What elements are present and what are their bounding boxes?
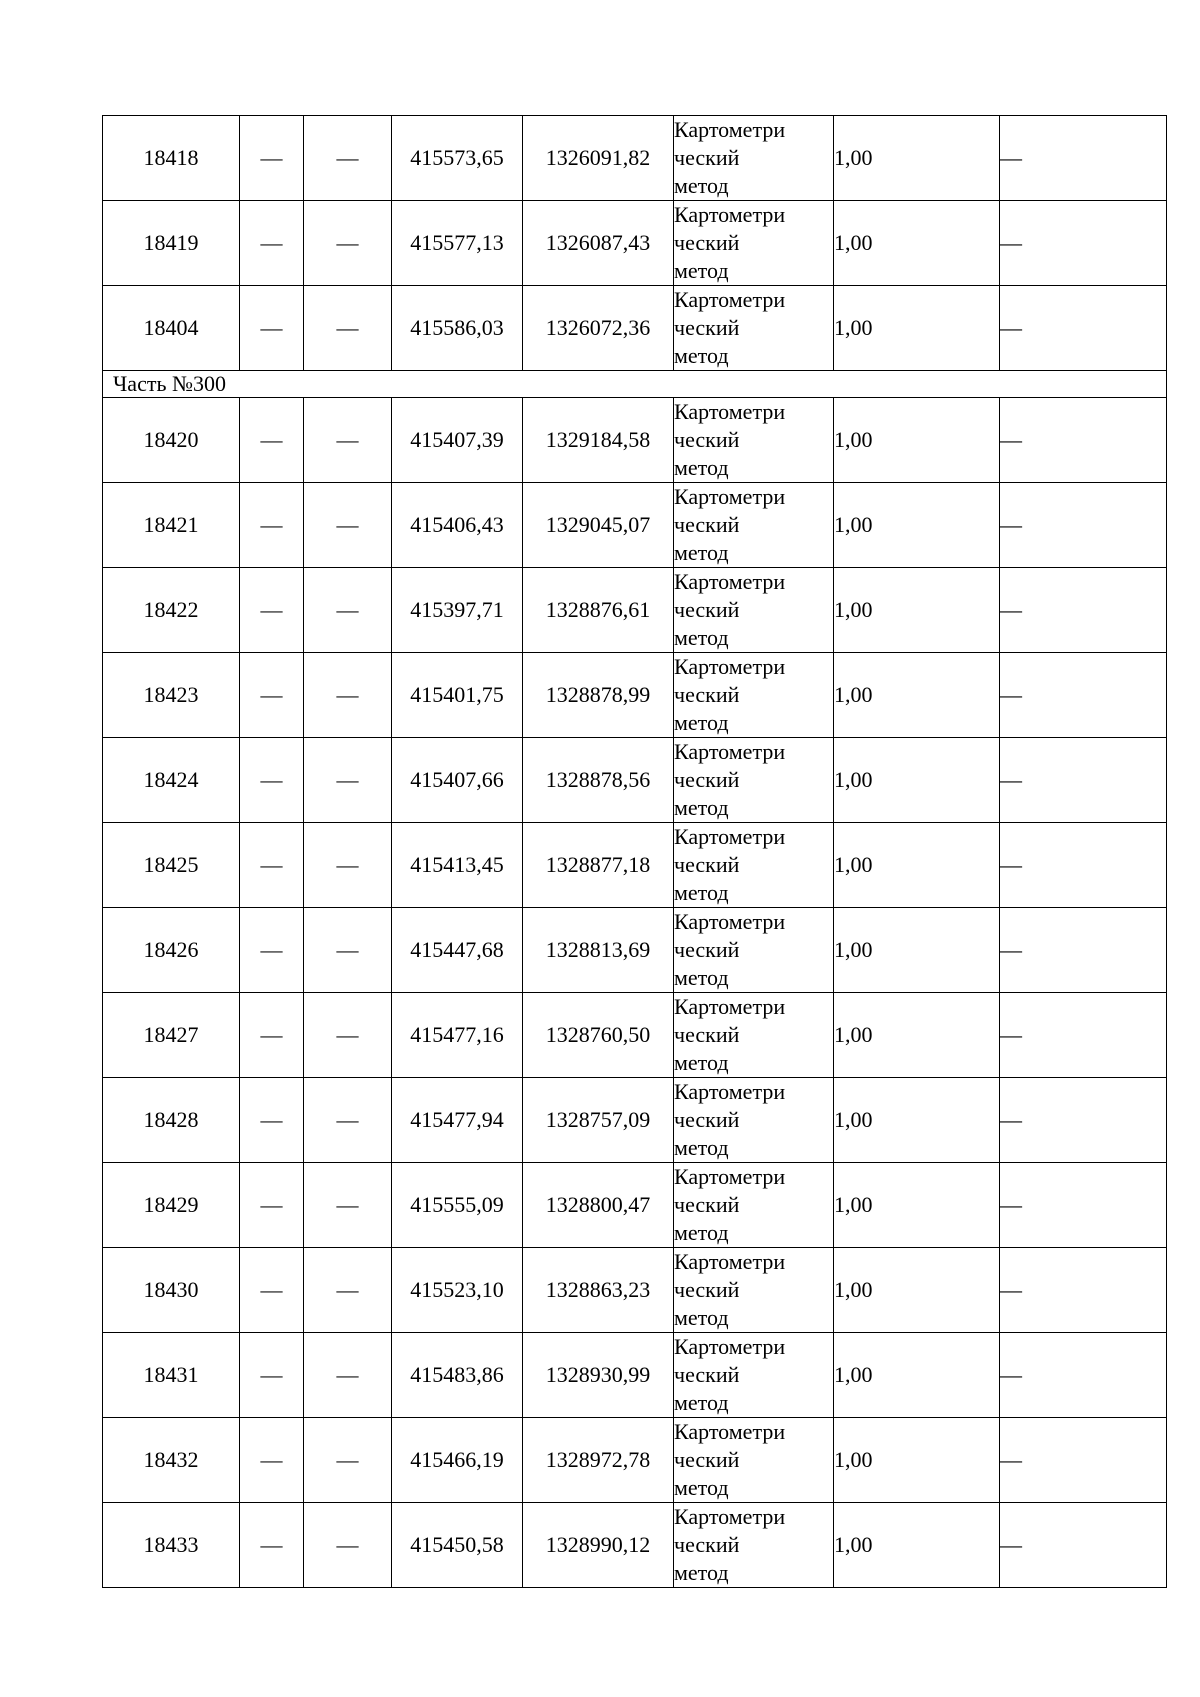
table-row <box>103 993 1167 1078</box>
method-cell <box>674 1078 834 1163</box>
table-row <box>103 823 1167 908</box>
dash-cell: — <box>1000 823 1167 908</box>
method-text-line: Картометри <box>674 1079 786 1104</box>
method-text-line: метод <box>674 1560 729 1585</box>
point-number-cell: 18425 <box>103 823 240 908</box>
method-text-line: Картометри <box>674 1419 786 1444</box>
method-text-line: ческий <box>674 315 740 340</box>
table-row <box>103 908 1167 993</box>
dash-cell: — <box>304 1333 392 1418</box>
y-coordinate-cell: 1326087,43 <box>523 201 674 286</box>
accuracy-cell: 1,00 <box>834 908 1000 993</box>
dash-cell: — <box>240 1333 304 1418</box>
method-cell <box>674 201 834 286</box>
method-text-line: ческий <box>674 1532 740 1557</box>
method-text-line: метод <box>674 173 729 198</box>
method-text-line: Картометри <box>674 994 786 1019</box>
coordinates-table-body <box>103 116 1167 1588</box>
method-text-line: Картометри <box>674 824 786 849</box>
method-text-line: метод <box>674 710 729 735</box>
method-text-line: Картометри <box>674 739 786 764</box>
point-number-cell: 18404 <box>103 286 240 371</box>
method-cell <box>674 116 834 201</box>
dash-cell: — <box>304 1248 392 1333</box>
dash-cell: — <box>240 1163 304 1248</box>
dash-cell: — <box>240 568 304 653</box>
accuracy-cell: 1,00 <box>834 1163 1000 1248</box>
accuracy-cell: 1,00 <box>834 1248 1000 1333</box>
x-coordinate-cell: 415413,45 <box>392 823 523 908</box>
dash-cell: — <box>240 653 304 738</box>
dash-cell: — <box>304 1163 392 1248</box>
method-text-line: метод <box>674 540 729 565</box>
point-number-cell: 18430 <box>103 1248 240 1333</box>
y-coordinate-cell: 1329045,07 <box>523 483 674 568</box>
dash-cell: — <box>1000 483 1167 568</box>
accuracy-cell: 1,00 <box>834 653 1000 738</box>
method-cell <box>674 1163 834 1248</box>
dash-cell: — <box>304 1078 392 1163</box>
method-text-line: Картометри <box>674 909 786 934</box>
dash-cell: — <box>304 908 392 993</box>
method-cell <box>674 1503 834 1588</box>
table-row <box>103 1418 1167 1503</box>
accuracy-cell: 1,00 <box>834 1078 1000 1163</box>
x-coordinate-cell: 415573,65 <box>392 116 523 201</box>
method-text-line: ческий <box>674 597 740 622</box>
dash-cell: — <box>304 1503 392 1588</box>
accuracy-cell: 1,00 <box>834 738 1000 823</box>
method-text-line: Картометри <box>674 654 786 679</box>
document-page <box>102 115 1166 1588</box>
method-text-line: метод <box>674 1135 729 1160</box>
method-text-line: Картометри <box>674 1249 786 1274</box>
method-cell <box>674 993 834 1078</box>
x-coordinate-cell: 415477,16 <box>392 993 523 1078</box>
method-text-line: Картометри <box>674 1334 786 1359</box>
method-text-line: ческий <box>674 1022 740 1047</box>
method-text-line: Картометри <box>674 484 786 509</box>
x-coordinate-cell: 415450,58 <box>392 1503 523 1588</box>
method-text-line: метод <box>674 1050 729 1075</box>
dash-cell: — <box>240 1078 304 1163</box>
table-row <box>103 653 1167 738</box>
point-number-cell: 18431 <box>103 1333 240 1418</box>
method-cell <box>674 823 834 908</box>
dash-cell: — <box>304 398 392 483</box>
point-number-cell: 18428 <box>103 1078 240 1163</box>
dash-cell: — <box>240 1248 304 1333</box>
point-number-cell: 18426 <box>103 908 240 993</box>
method-text-line: ческий <box>674 1192 740 1217</box>
dash-cell: — <box>1000 568 1167 653</box>
point-number-cell: 18423 <box>103 653 240 738</box>
point-number-cell: 18432 <box>103 1418 240 1503</box>
dash-cell: — <box>240 116 304 201</box>
dash-cell: — <box>240 738 304 823</box>
dash-cell: — <box>304 993 392 1078</box>
point-number-cell: 18427 <box>103 993 240 1078</box>
point-number-cell: 18429 <box>103 1163 240 1248</box>
dash-cell: — <box>1000 286 1167 371</box>
y-coordinate-cell: 1326091,82 <box>523 116 674 201</box>
method-cell <box>674 1418 834 1503</box>
x-coordinate-cell: 415407,66 <box>392 738 523 823</box>
x-coordinate-cell: 415447,68 <box>392 908 523 993</box>
method-text-line: ческий <box>674 512 740 537</box>
table-row <box>103 1333 1167 1418</box>
x-coordinate-cell: 415555,09 <box>392 1163 523 1248</box>
x-coordinate-cell: 415483,86 <box>392 1333 523 1418</box>
method-cell <box>674 398 834 483</box>
table-row <box>103 201 1167 286</box>
method-text-line: Картометри <box>674 117 786 142</box>
dash-cell: — <box>1000 1418 1167 1503</box>
dash-cell: — <box>304 116 392 201</box>
y-coordinate-cell: 1328813,69 <box>523 908 674 993</box>
dash-cell: — <box>1000 398 1167 483</box>
accuracy-cell: 1,00 <box>834 116 1000 201</box>
accuracy-cell: 1,00 <box>834 568 1000 653</box>
dash-cell: — <box>304 483 392 568</box>
x-coordinate-cell: 415407,39 <box>392 398 523 483</box>
x-coordinate-cell: 415401,75 <box>392 653 523 738</box>
method-cell <box>674 568 834 653</box>
x-coordinate-cell: 415477,94 <box>392 1078 523 1163</box>
dash-cell: — <box>1000 1248 1167 1333</box>
y-coordinate-cell: 1328760,50 <box>523 993 674 1078</box>
point-number-cell: 18421 <box>103 483 240 568</box>
table-row <box>103 483 1167 568</box>
accuracy-cell: 1,00 <box>834 286 1000 371</box>
accuracy-cell: 1,00 <box>834 398 1000 483</box>
point-number-cell: 18420 <box>103 398 240 483</box>
method-cell <box>674 908 834 993</box>
dash-cell: — <box>1000 738 1167 823</box>
point-number-cell: 18422 <box>103 568 240 653</box>
dash-cell: — <box>304 286 392 371</box>
method-text-line: метод <box>674 965 729 990</box>
table-row <box>103 1503 1167 1588</box>
y-coordinate-cell: 1328757,09 <box>523 1078 674 1163</box>
dash-cell: — <box>240 823 304 908</box>
x-coordinate-cell: 415586,03 <box>392 286 523 371</box>
dash-cell: — <box>240 993 304 1078</box>
method-text-line: метод <box>674 625 729 650</box>
accuracy-cell: 1,00 <box>834 201 1000 286</box>
accuracy-cell: 1,00 <box>834 1503 1000 1588</box>
accuracy-cell: 1,00 <box>834 993 1000 1078</box>
table-row <box>103 398 1167 483</box>
y-coordinate-cell: 1328878,99 <box>523 653 674 738</box>
x-coordinate-cell: 415466,19 <box>392 1418 523 1503</box>
y-coordinate-cell: 1329184,58 <box>523 398 674 483</box>
method-cell <box>674 483 834 568</box>
point-number-cell: 18419 <box>103 201 240 286</box>
method-text-line: ческий <box>674 1362 740 1387</box>
dash-cell: — <box>304 738 392 823</box>
section-label: Часть №300 <box>103 371 1167 398</box>
dash-cell: — <box>240 286 304 371</box>
method-text-line: ческий <box>674 1447 740 1472</box>
dash-cell: — <box>304 201 392 286</box>
method-text-line: Картометри <box>674 569 786 594</box>
method-text-line: ческий <box>674 767 740 792</box>
method-text-line: метод <box>674 343 729 368</box>
method-cell <box>674 286 834 371</box>
table-row <box>103 568 1167 653</box>
dash-cell: — <box>1000 993 1167 1078</box>
method-text-line: Картометри <box>674 287 786 312</box>
x-coordinate-cell: 415406,43 <box>392 483 523 568</box>
method-text-line: Картометри <box>674 399 786 424</box>
x-coordinate-cell: 415523,10 <box>392 1248 523 1333</box>
y-coordinate-cell: 1328863,23 <box>523 1248 674 1333</box>
method-text-line: метод <box>674 1390 729 1415</box>
method-text-line: метод <box>674 1220 729 1245</box>
method-cell <box>674 1248 834 1333</box>
method-text-line: ческий <box>674 682 740 707</box>
y-coordinate-cell: 1328878,56 <box>523 738 674 823</box>
y-coordinate-cell: 1328800,47 <box>523 1163 674 1248</box>
accuracy-cell: 1,00 <box>834 1333 1000 1418</box>
table-row <box>103 1078 1167 1163</box>
method-cell <box>674 738 834 823</box>
method-text-line: ческий <box>674 427 740 452</box>
dash-cell: — <box>1000 1333 1167 1418</box>
table-row <box>103 286 1167 371</box>
table-row <box>103 1163 1167 1248</box>
table-row <box>103 1248 1167 1333</box>
dash-cell: — <box>1000 653 1167 738</box>
method-text-line: ческий <box>674 1277 740 1302</box>
method-text-line: Картометри <box>674 1164 786 1189</box>
method-text-line: метод <box>674 1305 729 1330</box>
dash-cell: — <box>304 653 392 738</box>
dash-cell: — <box>304 823 392 908</box>
method-cell <box>674 653 834 738</box>
table-row <box>103 738 1167 823</box>
accuracy-cell: 1,00 <box>834 1418 1000 1503</box>
dash-cell: — <box>1000 1078 1167 1163</box>
dash-cell: — <box>240 483 304 568</box>
dash-cell: — <box>1000 201 1167 286</box>
method-text-line: метод <box>674 880 729 905</box>
point-number-cell: 18418 <box>103 116 240 201</box>
y-coordinate-cell: 1328877,18 <box>523 823 674 908</box>
method-text-line: метод <box>674 1475 729 1500</box>
method-text-line: ческий <box>674 1107 740 1132</box>
method-text-line: ческий <box>674 230 740 255</box>
method-text-line: метод <box>674 795 729 820</box>
dash-cell: — <box>1000 1503 1167 1588</box>
dash-cell: — <box>240 1418 304 1503</box>
accuracy-cell: 1,00 <box>834 483 1000 568</box>
method-text-line: Картометри <box>674 202 786 227</box>
point-number-cell: 18433 <box>103 1503 240 1588</box>
y-coordinate-cell: 1328990,12 <box>523 1503 674 1588</box>
x-coordinate-cell: 415577,13 <box>392 201 523 286</box>
y-coordinate-cell: 1328972,78 <box>523 1418 674 1503</box>
y-coordinate-cell: 1326072,36 <box>523 286 674 371</box>
dash-cell: — <box>304 1418 392 1503</box>
point-number-cell: 18424 <box>103 738 240 823</box>
y-coordinate-cell: 1328930,99 <box>523 1333 674 1418</box>
method-text-line: ческий <box>674 937 740 962</box>
x-coordinate-cell: 415397,71 <box>392 568 523 653</box>
method-text-line: метод <box>674 258 729 283</box>
accuracy-cell: 1,00 <box>834 823 1000 908</box>
dash-cell: — <box>240 398 304 483</box>
coordinates-table <box>102 115 1167 1588</box>
dash-cell: — <box>1000 908 1167 993</box>
y-coordinate-cell: 1328876,61 <box>523 568 674 653</box>
section-header-row <box>103 371 1167 398</box>
table-row <box>103 116 1167 201</box>
method-text-line: ческий <box>674 852 740 877</box>
dash-cell: — <box>240 1503 304 1588</box>
dash-cell: — <box>240 908 304 993</box>
method-text-line: ческий <box>674 145 740 170</box>
dash-cell: — <box>240 201 304 286</box>
dash-cell: — <box>1000 1163 1167 1248</box>
dash-cell: — <box>1000 116 1167 201</box>
dash-cell: — <box>304 568 392 653</box>
method-text-line: Картометри <box>674 1504 786 1529</box>
method-text-line: метод <box>674 455 729 480</box>
method-cell <box>674 1333 834 1418</box>
